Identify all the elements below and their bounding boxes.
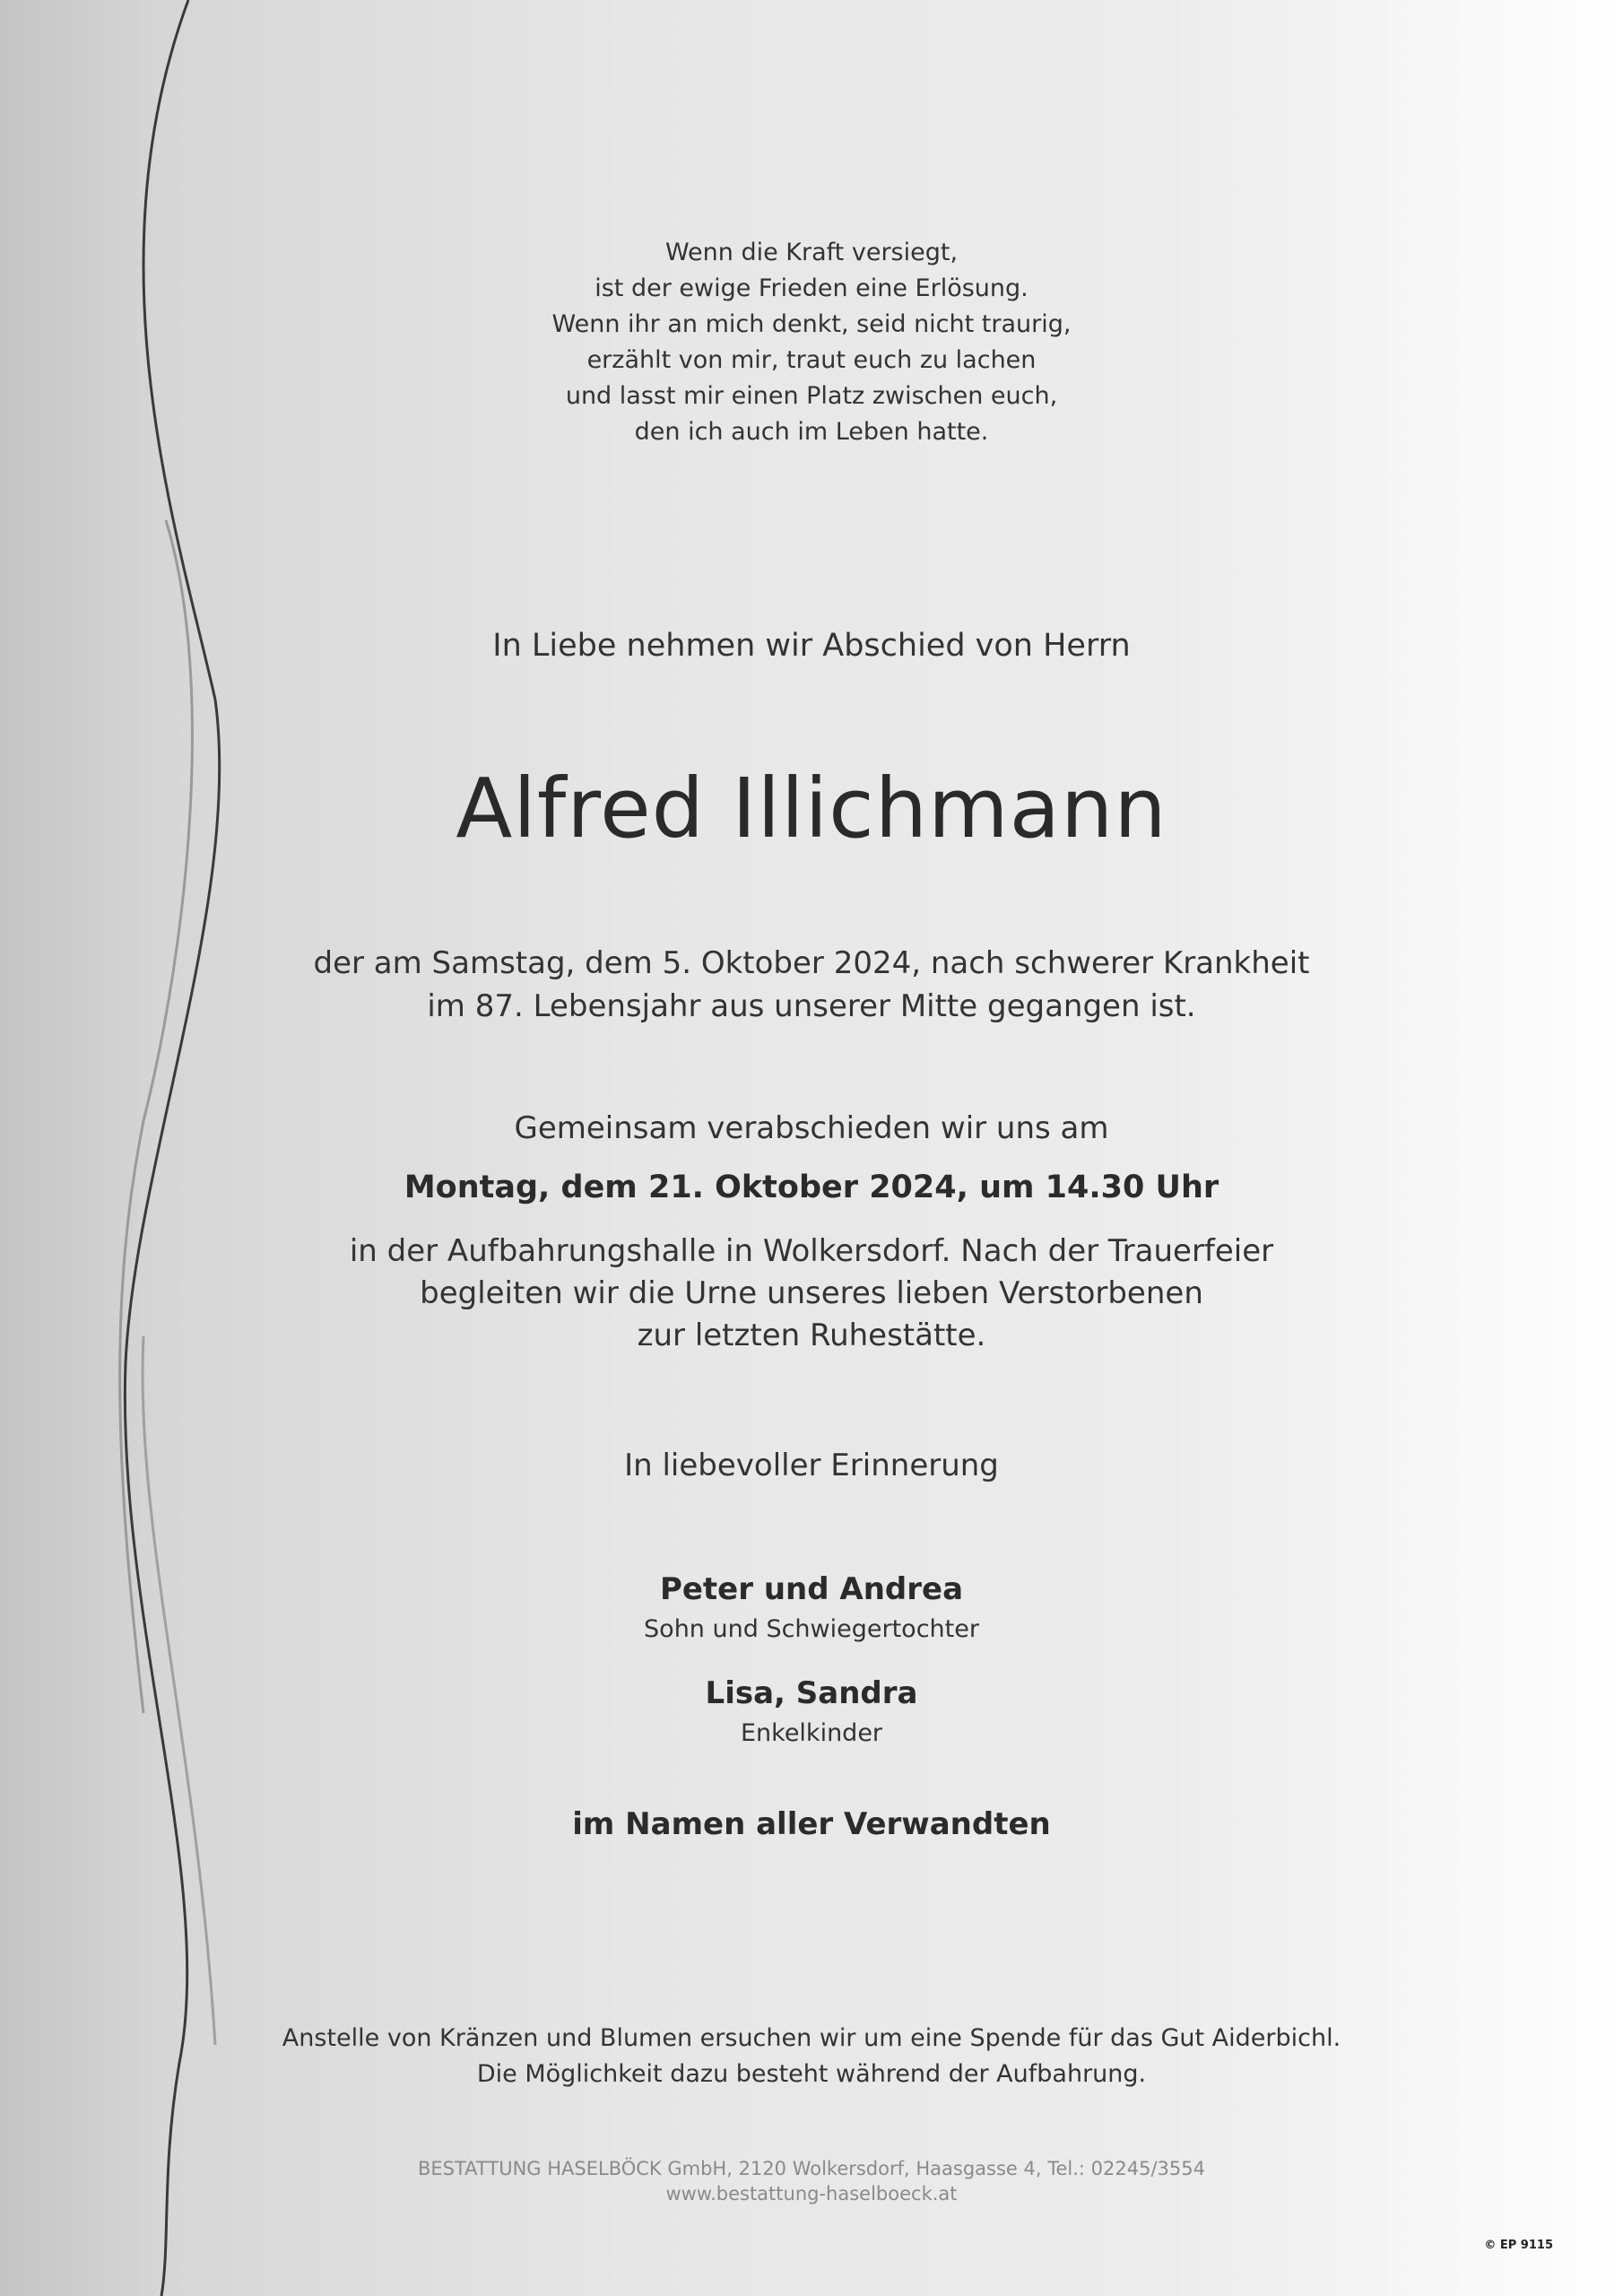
mourner-names: Lisa, Sandra <box>705 1675 918 1711</box>
donation-line: Die Möglichkeit dazu besteht während der Aufbahrung. <box>476 2060 1147 2088</box>
closing-line: im Namen aller Verwandten <box>572 1806 1051 1842</box>
deceased-name: Alfred Illichmann <box>456 761 1167 857</box>
poem <box>0 235 1623 450</box>
template-code: © EP 9115 <box>1484 2239 1553 2252</box>
farewell-place-line: zur letzten Ruhestätte. <box>637 1318 986 1353</box>
death-notice <box>0 942 1623 1028</box>
poem-line: den ich auch im Leben hatte. <box>634 418 989 446</box>
poem-line: ist der ewige Frieden eine Erlösung. <box>595 274 1028 302</box>
death-notice-line: der am Samstag, dem 5. Oktober 2024, nach schwerer Krankheit <box>313 945 1310 981</box>
donation-note <box>0 2021 1623 2092</box>
mourner-relation: Sohn und Schwiegertochter <box>644 1615 979 1643</box>
poem-line: und lasst mir einen Platz zwischen euch, <box>565 382 1058 410</box>
farewell-intro: Gemeinsam verabschieden wir uns am <box>514 1110 1109 1146</box>
farewell-place-line: begleiten wir die Urne unseres lieben Verstorbenen <box>420 1275 1203 1311</box>
farewell-place-line: in der Aufbahrungshalle in Wolkersdorf. Nach der Trauerfeier <box>349 1233 1274 1269</box>
mourner-relation: Enkelkinder <box>740 1719 883 1747</box>
undertaker-address: BESTATTUNG HASELBÖCK GmbH, 2120 Wolkersdorf, Haasgasse 4, Tel.: 02245/3554 <box>417 2158 1205 2179</box>
farewell-date: Montag, dem 21. Oktober 2024, um 14.30 Uhr <box>404 1170 1219 1205</box>
poem-line: Wenn ihr an mich denkt, seid nicht traurig, <box>551 310 1072 338</box>
poem-line: Wenn die Kraft versiegt, <box>664 239 959 266</box>
mourner-names: Peter und Andrea <box>659 1571 964 1607</box>
undertaker-website: www.bestattung-haselboeck.at <box>665 2183 958 2205</box>
farewell-place <box>0 1231 1623 1357</box>
poem-line: erzählt von mir, traut euch zu lachen <box>586 346 1037 374</box>
undertaker-info <box>0 2156 1623 2206</box>
donation-line: Anstelle von Kränzen und Blumen ersuchen wir um eine Spende für das Gut Aiderbichl. <box>282 2024 1341 2052</box>
intro-line: In Liebe nehmen wir Abschied von Herrn <box>492 628 1131 664</box>
death-notice-line: im 87. Lebensjahr aus unserer Mitte gegangen ist. <box>427 988 1196 1024</box>
memory-line: In liebevoller Erinnerung <box>624 1448 999 1483</box>
